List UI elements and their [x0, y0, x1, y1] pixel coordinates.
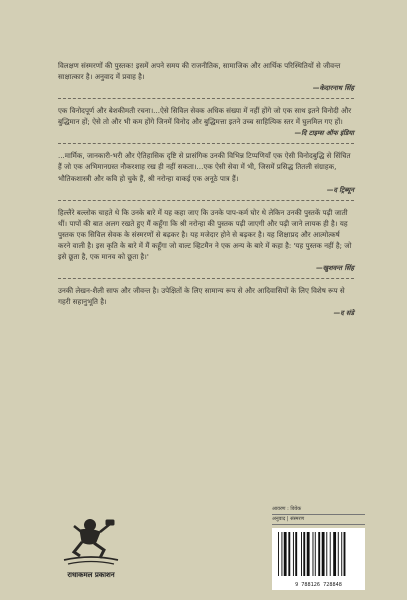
isbn-number: 9 788126 728848 — [272, 580, 365, 590]
barcode-icon — [272, 528, 365, 580]
quote-3: ...मार्मिक, जानकारी-भरी और ऐतिहासिक दृष्टि से प्रासंगिक उनकी विभिन्न टिप्पणियाँ एक ऐसी विनोदबुद्धि से सिंचित हैं जो एक अभिमानग्रस्त नौकरशाह रख ही नहीं सकता।...एक ऐसी सेवा में भी, जिसमें प्रसिद्ध तितली संग्राहक, भौतिकशास्त्री और कवि हो चुके हैं, श्री नरोन्हा वाकई एक अनूठे पात्र हैं। — [58, 151, 351, 183]
quote-2-source: —दि टाइम्स ऑफ इंडिया — [294, 129, 354, 138]
divider — [58, 98, 354, 99]
quotes-section — [58, 60, 354, 318]
quote-4: हिल्लैरे बल्लोक चाहते थे कि उनके बारे में यह कहा जाए कि उनके पाप-कर्म घोर थे लेकिन उनकी पुस्तकें पढ़ी जाती थीं। पापों की बात अलग रखते हुए मैं कहूँगा कि श्री नरोन्हा की पुस्तक पढ़ी जाएगी और पढ़ी जाने लायक ही है। यह पुस्तक एक सिविल सेवक के संस्मरणों से बढ़कर है। यह मजेदार होने से बढ़कर है। यह शिक्षाप्रद और आत्मोत्कर्ष करने वाली है। इस कृति के बारे में मैं कहूँगा जो वाल्ट व्हिटमैन ने एक अन्य के बारे में कहा है: 'यह पुस्तक नहीं है; जो इसे छूता है, एक मानव को छूता है।' — [58, 207, 352, 262]
quote-1: विलक्षण संस्मरणों की पुस्तक! इसमें अपने समय की राजनीतिक, सामाजिक और आर्थिक परिस्थितियों से जीवन्त साक्षात्कार है। अनुवाद में प्रवाह है। — [58, 61, 341, 82]
quote-5: उनकी लेखन-शैली साफ और जीवन्त है। उपेक्षितों के लिए सामान्य रूप से और आदिवासियों के लिए विशेष रूप से गहरी सहानुभूति है। — [58, 286, 345, 307]
publisher-logo-icon — [60, 516, 122, 568]
subject-line: अनुवाद | संस्मरण — [272, 516, 365, 525]
barcode-panel — [272, 506, 365, 590]
publisher-name: राधाकमल प्रकाशन — [67, 571, 115, 579]
quote-5-source: —द संडे — [333, 309, 354, 318]
quote-2: एक विनोदपूर्ण और बेशकीमती रचना।...ऐसे सिविल सेवक अधिक संख्या में नहीं होंगे जो एक साथ इतने विनोदी और बुद्धिमान हों; ऐसे तो और भी कम होंगे जिनमें विनोद और बुद्धिमत्ता इतने उच्च साहित्यिक स्तर में घुलमिल गए हों। — [58, 106, 352, 127]
divider — [58, 200, 354, 201]
divider — [58, 278, 354, 279]
cover-credit: आवरण : विवेक — [272, 506, 365, 515]
quote-3-source: —द ट्रिब्यून — [326, 185, 354, 194]
quote-4-source: —खुशवन्त सिंह — [316, 264, 354, 273]
divider — [58, 143, 354, 144]
quote-1-source: —केदारनाथ सिंह — [312, 84, 354, 93]
